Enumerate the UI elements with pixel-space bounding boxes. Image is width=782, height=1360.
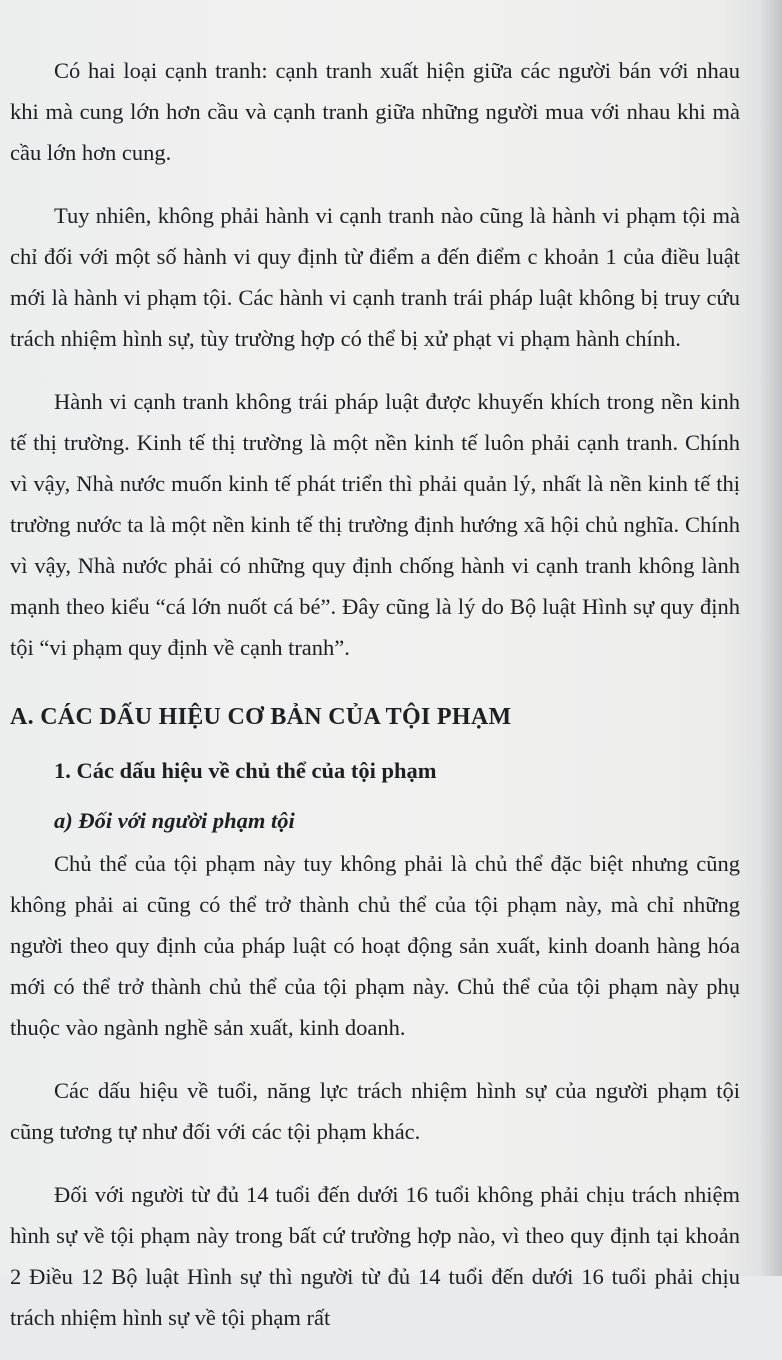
paragraph-age-capacity: Các dấu hiệu về tuổi, năng lực trách nhiệm hình sự của người phạm tội cũng tương tự như đối với các tội phạm khác.	[10, 1078, 740, 1144]
paragraph-subject: Chủ thể của tội phạm này tuy không phải là chủ thể đặc biệt nhưng cũng không phải ai cũng có thể trở thành chủ thể của tội phạm này, mà chỉ những người theo quy định của pháp luật có hoạt động sản xuất, kinh doanh hàng hóa mới có thể trở thành chủ thể của tội phạm này. Chủ thể của tội phạm này phụ thuộc vào ngành nghề sản xuất, kinh doanh.	[10, 851, 740, 1040]
paragraph-competition-types: Có hai loại cạnh tranh: cạnh tranh xuất hiện giữa các người bán với nhau khi mà cung lớn hơn cầu và cạnh tranh giữa những người mua với nhau khi mà cầu lớn hơn cung.	[10, 58, 740, 165]
section-heading: A. CÁC DẤU HIỆU CƠ BẢN CỦA TỘI PHẠM	[10, 704, 512, 730]
subsubsection-heading: a) Đối với người phạm tội	[54, 808, 295, 833]
subsection-heading: 1. Các dấu hiệu về chủ thể của tội phạm	[54, 758, 437, 783]
paragraph-age-14-16: Đối với người từ đủ 14 tuổi đến dưới 16 tuổi không phải chịu trách nhiệm hình sự về tội phạm này trong bất cứ trường hợp nào, vì theo quy định tại khoản 2 Điều 12 Bộ luật Hình sự thì người từ đủ 14 tuổi đến dưới 16 tuổi phải chịu trách nhiệm hình sự về tội phạm rất	[10, 1182, 740, 1330]
paragraph-market-economy: Hành vi cạnh tranh không trái pháp luật được khuyến khích trong nền kinh tế thị trường. Kinh tế thị trường là một nền kinh tế luôn phải cạnh tranh. Chính vì vậy, Nhà nước muốn kinh tế phát triển thì phải quản lý, nhất là nền kinh tế thị trường nước ta là một nền kinh tế thị trường định hướng xã hội chủ nghĩa. Chính vì vậy, Nhà nước phải có những quy định chống hành vi cạnh tranh không lành mạnh theo kiểu “cá lớn nuốt cá bé”. Đây cũng là lý do Bộ luật Hình sự quy định tội “vi phạm quy định về cạnh tranh”.	[10, 389, 740, 660]
page-edge-shadow	[760, 0, 782, 1276]
page-content	[10, 50, 740, 1360]
paragraph-criminal-acts: Tuy nhiên, không phải hành vi cạnh tranh nào cũng là hành vi phạm tội mà chỉ đối với một số hành vi quy định từ điểm a đến điểm c khoản 1 của điều luật mới là hành vi phạm tội. Các hành vi cạnh tranh trái pháp luật không bị truy cứu trách nhiệm hình sự, tùy trường hợp có thể bị xử phạt vi phạm hành chính.	[10, 203, 740, 351]
